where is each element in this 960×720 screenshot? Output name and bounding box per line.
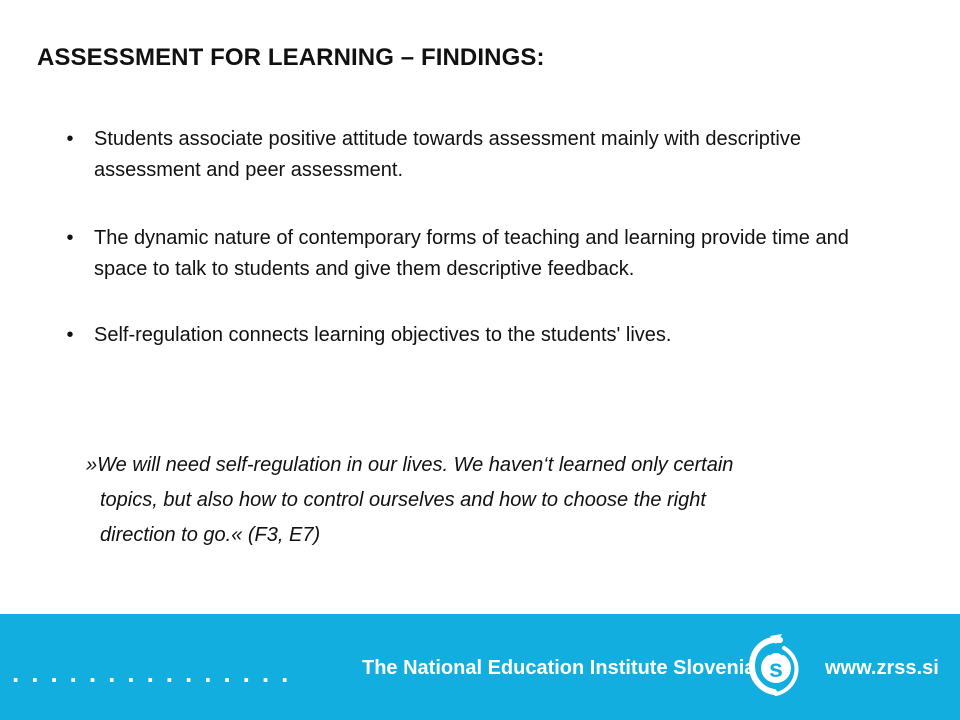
quote-line-2: topics, but also how to control ourselves and how to choose the right — [100, 489, 706, 511]
slide-title: ASSESSMENT FOR LEARNING – FINDINGS: — [37, 44, 545, 71]
bullet-marker: • — [66, 128, 74, 150]
bullet-marker: • — [66, 227, 74, 249]
website-url: www.zrss.si — [825, 657, 939, 679]
bullet-text: The dynamic nature of contemporary forms of teaching and learning provide time and space to talk to students and give them descriptive feedback. — [94, 227, 849, 280]
bullet-list — [60, 124, 880, 388]
bullet-item — [60, 124, 880, 186]
bullet-text: Self-regulation connects learning objectives to the students' lives. — [94, 324, 672, 346]
quote-line-1: »We will need self-regulation in our lives. We haven‘t learned only certain — [86, 454, 734, 476]
svg-text:s: s — [769, 655, 783, 683]
footer-bar — [0, 614, 960, 720]
student-quote — [86, 448, 906, 553]
bullet-text: Students associate positive attitude towards assessment mainly with descriptive assessment and peer assessment. — [94, 128, 802, 181]
zrss-logo-icon — [746, 634, 804, 698]
bullet-item — [60, 320, 880, 351]
organization-name: The National Education Institute Slovenia — [362, 657, 756, 679]
bullet-item — [60, 223, 880, 285]
quote-line-3: direction to go.« (F3, E7) — [100, 524, 321, 546]
footer-dots: ............... — [12, 658, 301, 688]
bullet-marker: • — [66, 324, 74, 346]
